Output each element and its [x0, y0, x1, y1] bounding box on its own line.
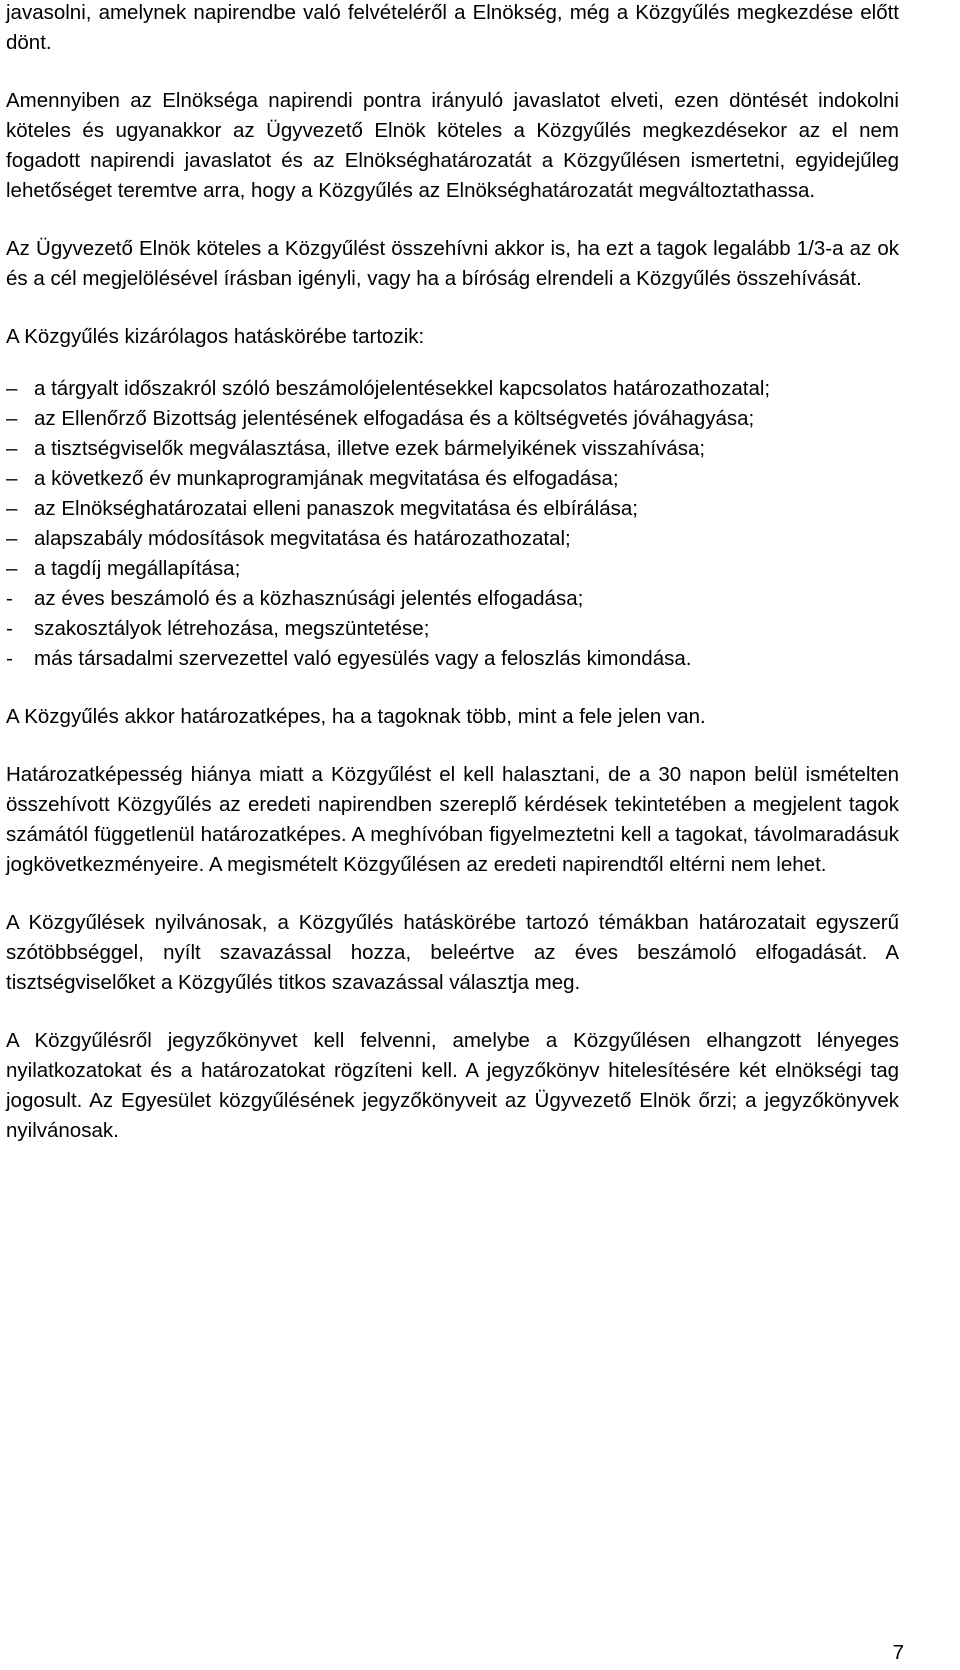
- list-item-text: az éves beszámoló és a közhasznúsági jelentés elfogadása;: [34, 587, 584, 610]
- paragraph-public-meetings: A Közgyűlések nyilvánosak, a Közgyűlés hatáskörébe tartozó témákban határozatait egyszerű szótöbbséggel, nyílt szavazással hozza, beleértve az éves beszámoló elfogadását. A tisztségviselőket a Közgyűlés titkos szavazással választja meg.: [6, 911, 899, 994]
- paragraph-minutes: A Közgyűlésről jegyzőkönyvet kell felvenni, amelybe a Közgyűlésen elhangzott lényeges nyilatkozatokat és a határozatokat rögzíteni kell. A jegyzőkönyv hitelesítésére két elnökségi tag jogosult. Az Egyesület közgyűlésének jegyzőkönyveit az Ügyvezető Elnök őrzi; a jegyzőkönyvek nyilvánosak.: [6, 1029, 899, 1142]
- list-item: [6, 524, 899, 554]
- list-item: [6, 644, 899, 674]
- list-marker: -: [6, 617, 13, 640]
- list-item: [6, 584, 899, 614]
- list-item-text: a tárgyalt időszakról szóló beszámolójelentésekkel kapcsolatos határozathozatal;: [34, 377, 771, 400]
- list-item-text: a tagdíj megállapítása;: [34, 557, 241, 580]
- list-marker: –: [6, 557, 18, 580]
- list-item-text: alapszabály módosítások megvitatása és határozathozatal;: [34, 527, 571, 550]
- list-marker: -: [6, 587, 13, 610]
- list-item-text: a tisztségviselők megválasztása, illetve ezek bármelyikének visszahívása;: [34, 437, 706, 460]
- paragraph-quorum: A Közgyűlés akkor határozatképes, ha a tagoknak több, mint a fele jelen van.: [6, 705, 706, 728]
- paragraph-convening-obligation: Az Ügyvezető Elnök köteles a Közgyűlést összehívni akkor is, ha ezt a tagok legalább 1/3-a az ok és a cél megjelölésével írásban igényli, vagy ha a bíróság elrendeli a Közgyűlés összehívását.: [6, 237, 899, 290]
- list-marker: –: [6, 407, 18, 430]
- list-item: [6, 494, 899, 524]
- paragraph-board-rejection: Amennyiben az Elnökséga napirendi pontra irányuló javaslatot elveti, ezen döntését indokolni köteles és ugyanakkor az Ügyvezető Elnök köteles a Közgyűlés megkezdésekor az el nem fogadott napirendi javaslatot és az Elnökséghatározatát a Közgyűlésen ismertetni, egyidejűleg lehetőséget teremtve arra, hogy a Közgyűlés az Elnökséghatározatát megváltoztathassa.: [6, 89, 899, 202]
- list-item: [6, 554, 899, 584]
- list-item: [6, 434, 899, 464]
- list-item: [6, 404, 899, 434]
- list-item: [6, 614, 899, 644]
- list-marker: –: [6, 377, 18, 400]
- list-item: [6, 374, 899, 404]
- page-number: 7: [892, 1641, 904, 1664]
- list-item-text: más társadalmi szervezettel való egyesülés vagy a feloszlás kimondása.: [34, 647, 692, 670]
- list-marker: –: [6, 497, 18, 520]
- paragraph-exclusive-powers-intro: A Közgyűlés kizárólagos hatáskörébe tartozik:: [6, 325, 425, 348]
- list-item-text: az Elnökséghatározatai elleni panaszok megvitatása és elbírálása;: [34, 497, 638, 520]
- list-marker: –: [6, 527, 18, 550]
- list-item-text: szakosztályok létrehozása, megszüntetése;: [34, 617, 430, 640]
- list-marker: –: [6, 437, 18, 460]
- paragraph-quorum-absence: Határozatképesség hiánya miatt a Közgyűlést el kell halasztani, de a 30 napon belül ismételten összehívott Közgyűlés az eredeti napirendben szereplő kérdések tekintetében a megjelent tagok számától függetlenül határozatképes. A meghívóban figyelmeztetni kell a tagokat, távolmaradásuk jogkövetkezményeire. A megismételt Közgyűlésen az eredeti napirendtől eltérni nem lehet.: [6, 763, 899, 876]
- list-item: [6, 464, 899, 494]
- list-item-text: az Ellenőrző Bizottság jelentésének elfogadása és a költségvetés jóváhagyása;: [34, 407, 755, 430]
- list-marker: –: [6, 467, 18, 490]
- paragraph-agenda-decision: javasolni, amelynek napirendbe való felvételéről a Elnökség, még a Közgyűlés megkezdése előtt dönt.: [6, 1, 899, 54]
- exclusive-powers-list: [6, 374, 899, 674]
- list-marker: -: [6, 647, 13, 670]
- list-item-text: a következő év munkaprogramjának megvitatása és elfogadása;: [34, 467, 619, 490]
- document-page: [6, 0, 899, 1146]
